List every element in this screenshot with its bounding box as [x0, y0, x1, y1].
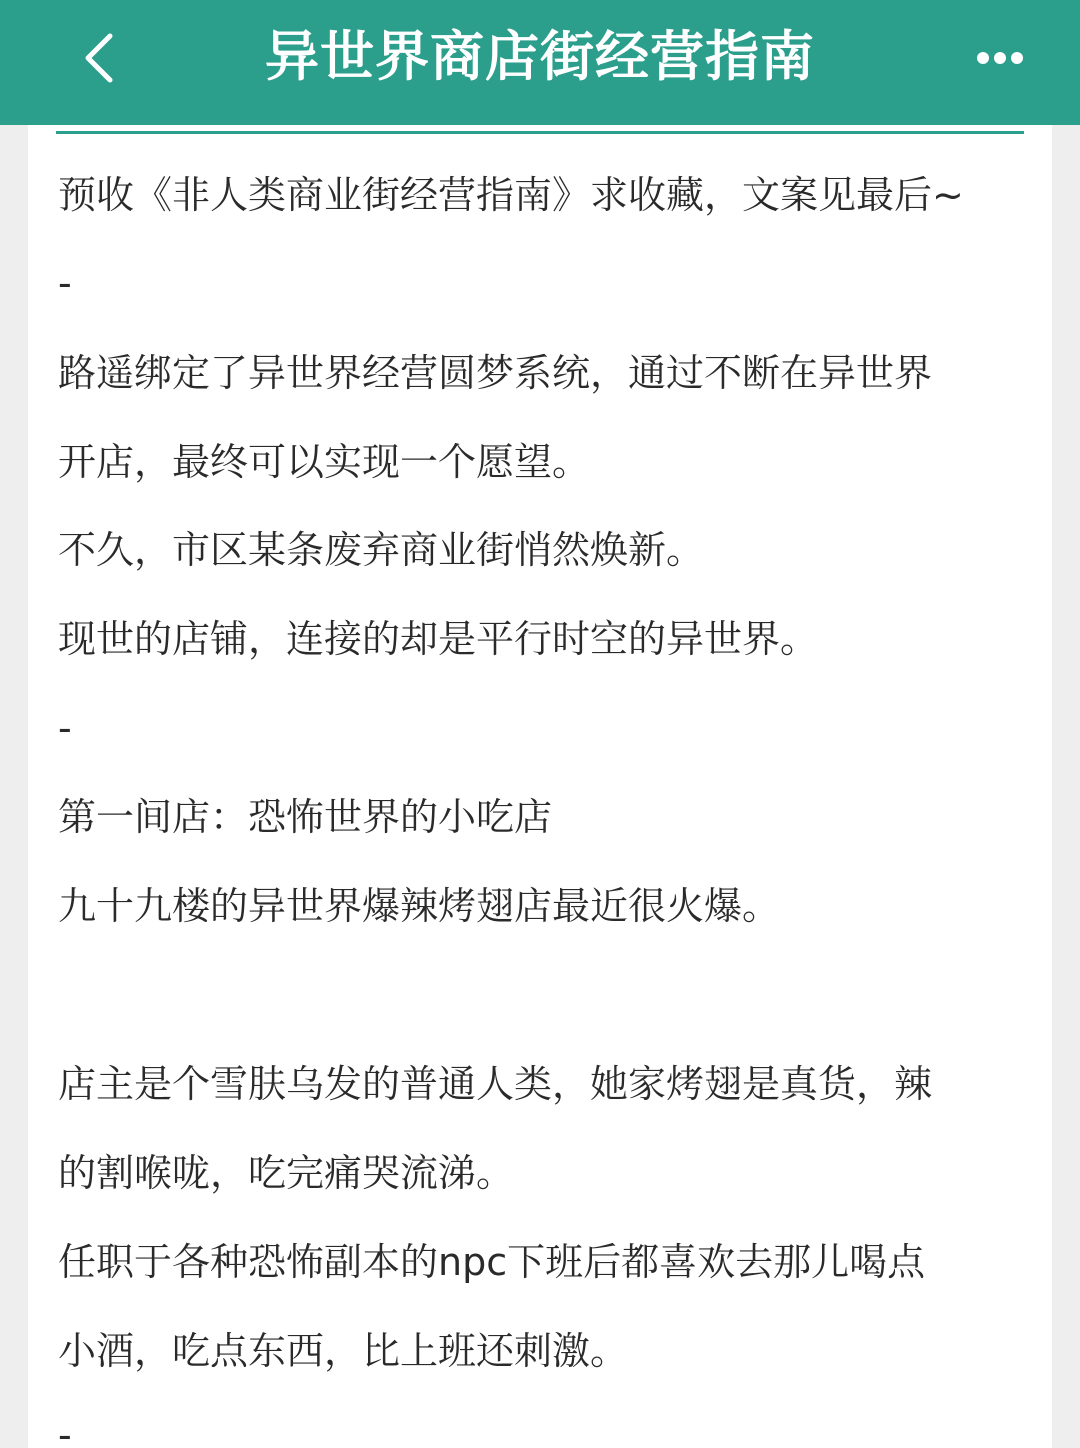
article-line: 任职于各种恐怖副本的npc下班后都喜欢去那儿喝点	[58, 1240, 926, 1284]
article-line: 的割喉咙，吃完痛哭流涕。	[58, 1151, 515, 1195]
article-line: 小酒，吃点东西，比上班还刺激。	[58, 1329, 629, 1373]
page-title: 异世界商店街经营指南	[265, 25, 815, 88]
article-line: 预收《非人类商业街经营指南》求收藏，文案见最后~	[58, 173, 964, 217]
article-line: 九十九楼的异世界爆辣烤翅店最近很火爆。	[58, 884, 781, 928]
more-button[interactable]	[960, 30, 1040, 86]
article-line: 第一间店：恐怖世界的小吃店	[58, 795, 553, 839]
app-header	[0, 0, 1080, 125]
article-line: 不久，市区某条废弃商业街悄然焕新。	[58, 528, 705, 572]
article-body	[28, 125, 1052, 1448]
article-line: -	[58, 261, 72, 305]
article-line: 开店，最终可以实现一个愿望。	[58, 440, 591, 484]
article-line: -	[58, 1413, 72, 1448]
article-line: -	[58, 706, 72, 750]
more-dots-icon	[975, 50, 1025, 66]
article-line: 店主是个雪肤乌发的普通人类，她家烤翅是真货，辣	[58, 1062, 933, 1106]
header-divider	[56, 131, 1024, 134]
article-line: 路遥绑定了异世界经营圆梦系统，通过不断在异世界	[58, 351, 933, 395]
article-line: 现世的店铺，连接的却是平行时空的异世界。	[58, 617, 819, 661]
